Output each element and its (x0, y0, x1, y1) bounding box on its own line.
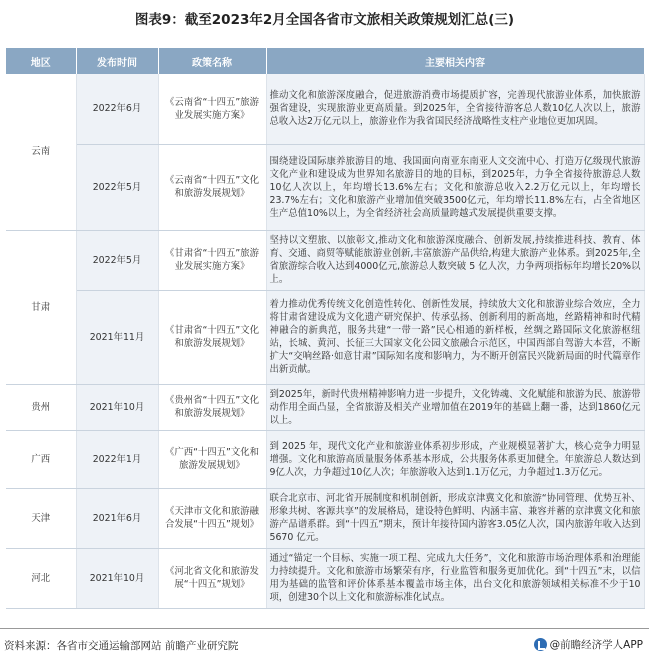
region-cell: 广西 (6, 430, 76, 488)
date-cell: 2021年10月 (76, 548, 158, 608)
content-cell: 通过“锚定一个目标、实施一项工程、完成九大任务”，文化和旅游市场治理体系和治理能力持续提升。文化和旅游市场繁荣有序，行业监管和服务更加优化。到“十四五”末，以信用为基础的监管和评价体系基本覆盖市场主体，出台文化和旅游领域相关标准不少于10项，创建30个以上文化和旅游标准化试点。 (266, 548, 644, 608)
content-cell: 推动文化和旅游深度融合，促进旅游消费市场提质扩容，完善现代旅游业体系，加快旅游强省建设，实现旅游业更高质量。到2025年，全省接待游客总人数10亿人次以上，旅游总收入达2万亿元以上，旅游业作为我省国民经济战略性支柱产业地位更加巩固。 (266, 74, 644, 144)
table-row (6, 384, 644, 430)
table-row (6, 74, 644, 144)
qianzhan-logo-icon (534, 638, 547, 651)
table-row (6, 430, 644, 488)
brand-text: @前瞻经济学人APP (549, 639, 643, 651)
content-cell: 坚持以文塑旅、以旅彰文,推动文化和旅游深度融合、创新发展,持续推进科技、教育、体育、交通、商贸等赋能旅游业创新,丰富旅游产品供给,构建大旅游产业体系。到2025年,全省旅游综合收入达到4000亿元,旅游总人数突破 5 亿人次，力争两项指标年均增长20%以上。 (266, 230, 644, 290)
content-cell: 围绕建设国际康养旅游目的地、我国面向南亚东南亚人文交流中心、打造万亿级现代旅游文化产业和建设成为世界知名旅游目的地的目标，到2025年，力争全省接待旅游总人数10亿人次以上，年均增长13.6%左右；文化和旅游总收入2.2万亿元以上，年均增长23.7%左右；文化和旅游产业增加值突破3500亿元，年均增长11.8%左右，占全省地区生产总值10%以上，为全省经济社会高质量跨越式发展提供重要支撑。 (266, 144, 644, 230)
date-cell: 2021年10月 (76, 384, 158, 430)
date-cell: 2021年6月 (76, 488, 158, 548)
policy-name-cell: 《云南省“十四五”旅游业发展实施方案》 (158, 74, 266, 144)
date-cell: 2022年5月 (76, 144, 158, 230)
policy-name-cell: 《河北省文化和旅游发展“十四五”规划》 (158, 548, 266, 608)
table-row (6, 144, 644, 230)
region-cell: 贵州 (6, 384, 76, 430)
content-cell: 着力推动优秀传统文化创造性转化、创新性发展，持续放大文化和旅游业综合效应，全力将甘肃省建设成为文化遗产研究保护、传承弘扬、创新利用的新高地，丝路精神和时代精神融合的新典范，服务共建“一带一路”民心相通的新样板，丝绸之路国际文化旅游枢纽站，长城、黄河、长征三大国家文化公园文旅融合示范区，中国西部自驾游大本营，不断扩大“交响丝路·如意甘肃”国际知名度和影响力，为不断开创富民兴陇新局面的时代篇章作出新贡献。 (266, 290, 644, 384)
policy-name-cell: 《云南省“十四五”文化和旅游发展规划》 (158, 144, 266, 230)
date-cell: 2022年5月 (76, 230, 158, 290)
date-cell: 2022年6月 (76, 74, 158, 144)
header-content: 主要相关内容 (266, 48, 644, 74)
chart-title: 图表9：截至2023年2月全国各省市文旅相关政策规划汇总(三) (134, 12, 515, 28)
policy-name-cell: 《广西“十四五”文化和旅游发展规划》 (158, 430, 266, 488)
policy-name-cell: 《甘肃省“十四五”旅游业发展实施方案》 (158, 230, 266, 290)
table-header-row (6, 48, 644, 74)
header-date: 发布时间 (76, 48, 158, 74)
content-cell: 到2025年，新时代贵州精神影响力进一步提升，文化铸魂、文化赋能和旅游为民、旅游带动作用全面凸显，全省旅游及相关产业增加值在2019年的基础上翻一番，达到1860亿元以上。 (266, 384, 644, 430)
policy-table (6, 48, 645, 609)
content-cell: 联合北京市、河北省开展制度和机制创新，形成京津冀文化和旅游“协同管理、优势互补、形象共树、客源共享”的发展格局，建设特色鲜明、内涵丰富、兼容并蓄的京津冀文化和旅游产品谱系群。到“十四五”期末，预计年接待国内游客3.05亿人次，国内旅游年收入达到 5670 亿元。 (266, 488, 644, 548)
header-policy: 政策名称 (158, 48, 266, 74)
table-row (6, 230, 644, 290)
policy-name-cell: 《甘肃省“十四五”文化和旅游发展规划》 (158, 290, 266, 384)
content-cell: 到 2025 年，现代文化产业和旅游业体系初步形成，产业规模显著扩大，核心竞争力明显增强。文化和旅游高质量服务体系基本形成，公共服务体系更加健全。年旅游总人数达到9亿人次，力争超过10亿人次；年旅游收入达到1.1万亿元，力争超过1.3万亿元。 (266, 430, 644, 488)
table-row (6, 290, 644, 384)
region-cell: 云南 (6, 74, 76, 230)
region-cell: 天津 (6, 488, 76, 548)
date-cell: 2021年11月 (76, 290, 158, 384)
policy-name-cell: 《贵州省“十四五”文化和旅游发展规划》 (158, 384, 266, 430)
date-cell: 2022年1月 (76, 430, 158, 488)
footer (0, 628, 649, 658)
region-cell: 河北 (6, 548, 76, 608)
brand (534, 637, 643, 652)
table-row (6, 488, 644, 548)
table-row (6, 548, 644, 608)
source-text: 资料来源：各省市交通运输部网站 前瞻产业研究院 (4, 640, 239, 652)
policy-name-cell: 《天津市文化和旅游融合发展“十四五”规划》 (158, 488, 266, 548)
region-cell: 甘肃 (6, 230, 76, 384)
header-region: 地区 (6, 48, 76, 74)
